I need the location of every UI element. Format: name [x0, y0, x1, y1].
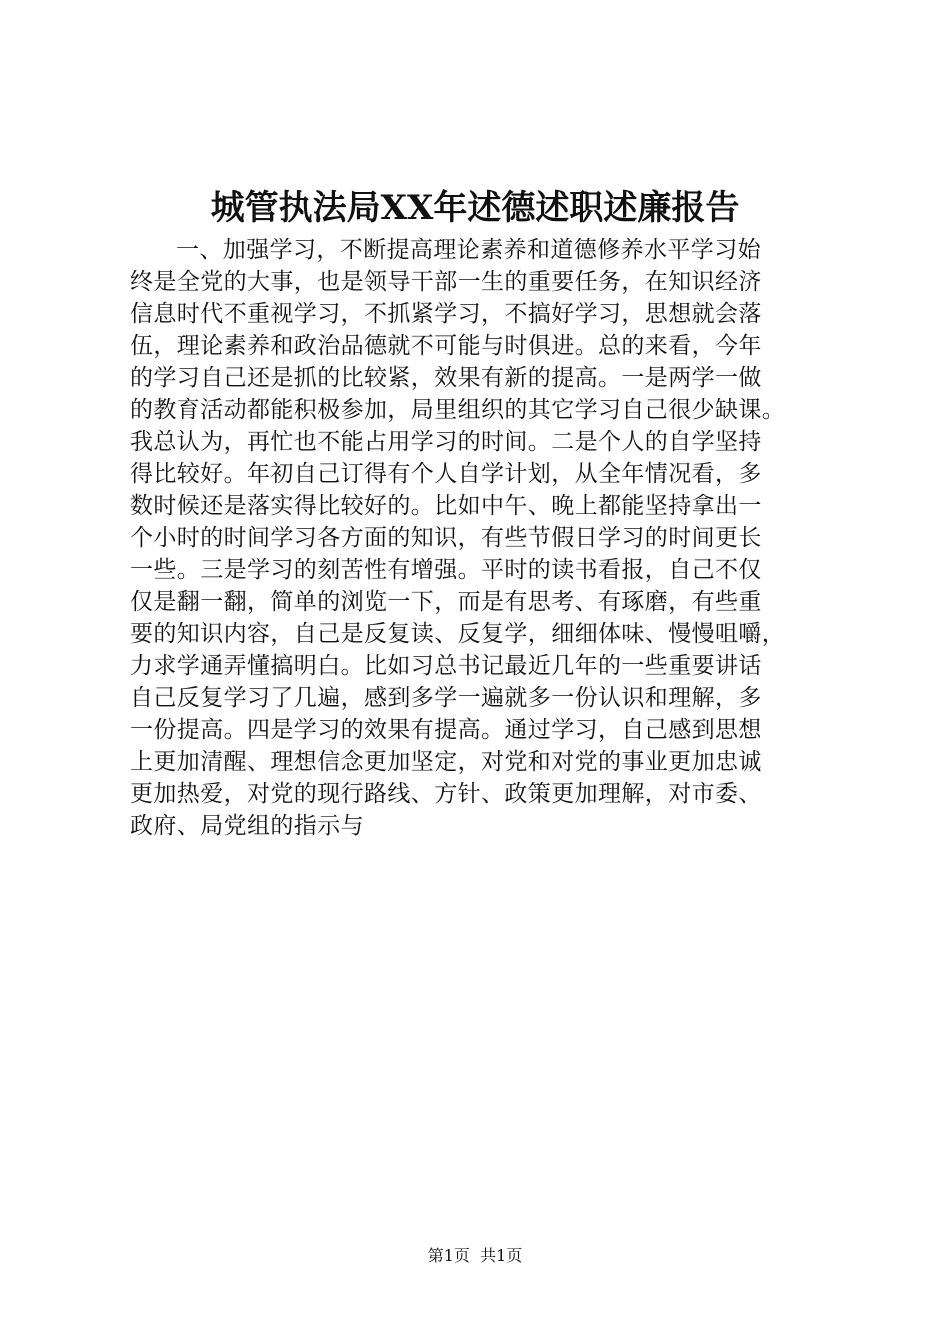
- paragraph-line: 数时候还是落实得比较好的。比如中午、晚上都能坚持拿出一: [130, 493, 762, 519]
- paragraph-line: 一、加强学习，不断提高理论素养和道德修养水平学习始: [176, 237, 761, 263]
- body-paragraph: [130, 234, 830, 842]
- paragraph-line: 得比较好。年初自己订得有个人自学计划，从全年情况看，多: [130, 461, 762, 487]
- paragraph-line: 力求学通弄懂搞明白。比如习总书记最近几年的一些重要讲话: [130, 653, 762, 679]
- paragraph-line: 终是全党的大事，也是领导干部一生的重要任务，在知识经济: [130, 269, 762, 295]
- paragraph-line: 的学习自己还是抓的比较紧，效果有新的提高。一是两学一做: [130, 365, 762, 391]
- paragraph-line: 政府、局党组的指示与: [130, 813, 364, 839]
- paragraph-line: 一份提高。四是学习的效果有提高。通过学习，自己感到思想: [130, 717, 762, 743]
- paragraph-line: 要的知识内容，自己是反复读、反复学，细细体味、慢慢咀嚼，: [130, 621, 786, 647]
- paragraph-line: 一些。三是学习的刻苦性有增强。平时的读书看报，自己不仅: [130, 557, 762, 583]
- paragraph-line: 仅是翻一翻，简单的浏览一下，而是有思考、有琢磨，有些重: [130, 589, 762, 615]
- paragraph-line: 信息时代不重视学习，不抓紧学习，不搞好学习，思想就会落: [130, 301, 762, 327]
- paragraph-line: 伍，理论素养和政治品德就不可能与时俱进。总的来看，今年: [130, 333, 762, 359]
- page-footer: 第1页 共1页: [427, 1246, 523, 1265]
- paragraph-line: 自己反复学习了几遍，感到多学一遍就多一份认识和理解，多: [130, 685, 762, 711]
- paragraph-line: 上更加清醒、理想信念更加坚定，对党和对党的事业更加忠诚: [130, 749, 762, 775]
- document-title: 城管执法局XX年述德述职述廉报告: [210, 188, 740, 228]
- paragraph-line: 我总认为，再忙也不能占用学习的时间。二是个人的自学坚持: [130, 429, 762, 455]
- paragraph-line: 的教育活动都能积极参加，局里组织的其它学习自己很少缺课。: [130, 397, 786, 423]
- paragraph-line: 更加热爱，对党的现行路线、方针、政策更加理解，对市委、: [130, 781, 762, 807]
- paragraph-line: 个小时的时间学习各方面的知识，有些节假日学习的时间更长: [130, 525, 762, 551]
